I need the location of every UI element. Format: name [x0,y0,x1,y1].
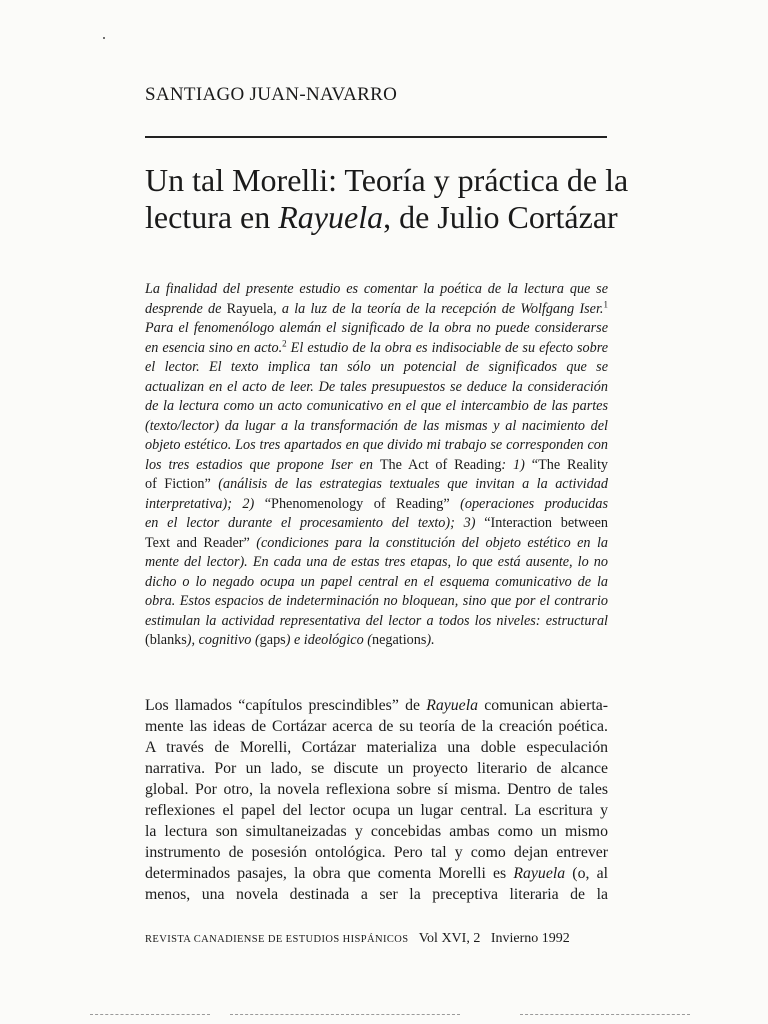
body-line: menos, una novela destinada a ser la preceptiva literaria de la [145,886,608,903]
abstract-line: los tres estadios que propone Iser en The Act of Reading: 1) “The Reality [145,456,609,473]
abstract-line: obra. Estos espacios de indeterminación no bloquean, sino que por el contrario [145,593,608,609]
footnote-ref-1: 1 [603,298,608,309]
journal-season: Invierno 1992 [490,931,570,946]
article-title [145,162,629,236]
abstract-line: en esencia sino en acto.$^2$ El estudio de la obra es indisociable de su efecto sobre [145,337,608,356]
footnote-ref-2: 2 [282,337,287,348]
body-line: reflexiones el papel del lector ocupa un lugar central. La escritura y [145,802,608,819]
abstract-line: de la lectura como un acto comunicativo en el que el intercambio de las partes [145,398,608,414]
body-line: instrumento de posesión ontológica. Pero tal y como dejan entrever [145,844,608,861]
title-line-2: lectura en Rayuela, de Julio Cortázar [145,199,618,235]
body-line: A través de Morelli, Cortázar materializa una doble especulación [145,739,608,756]
abstract-line: el lector. El texto implica tan sólo un potencial de significados que se [145,359,608,375]
scan-edge-mark [90,1014,210,1015]
abstract-line: Para el fenomenólogo alemán el significado de la obra no puede considerarse [145,320,608,336]
body-line: determinados pasajes, la obra que comenta Morelli es Rayuela (o, al [145,865,608,882]
body-line: Los llamados “capítulos prescindibles” de Rayuela comunican abierta- [145,697,608,714]
journal-name: REVISTA CANADIENSE DE ESTUDIOS HISPÁNICOS [145,934,409,945]
abstract-line: actualizan en el acto de leer. De tales presupuestos se deduce la consideración [145,378,608,395]
abstract-line: Text and Reader” (condiciones para la constitución del objeto estético en la [145,534,608,551]
abstract-line: en el lector durante el procesamiento del texto); 3) “Interaction between [145,515,608,531]
abstract-line: mente del lector). En cada una de estas tres etapas, lo que está ausente, lo no [145,554,608,570]
abstract-line: estimulan la actividad representativa del lector a todos los niveles: estructural [145,612,608,629]
abstract-line: of Fiction” (análisis de las estrategias textuales que invitan a la actividad [145,476,608,492]
author-name: SANTIAGO JUAN-NAVARRO [145,84,398,105]
abstract-line: desprende de Rayuela, a la luz de la teoría de la recepción de Wolfgang Iser.$^1$ [145,298,608,317]
abstract-line: (blanks), cognitivo (gaps) e ideológico (negations). [145,632,435,648]
scan-speck [103,37,105,39]
abstract-line: interpretativa); 2) “Phenomenology of Reading” (operaciones producidas [145,495,609,512]
abstract-line: dicho o lo negado ocupa un papel central en el esquema comunicativo de la [145,573,608,590]
body-line: global. Por otro, la novela reflexiona sobre sí misma. Dentro de tales [145,781,608,798]
body-line: narrativa. Por un lado, se discute un proyecto literario de alcance [145,760,608,777]
abstract-line: La finalidad del presente estudio es comentar la poética de la lectura que se [145,281,608,297]
body-line: la lectura son simultaneizadas y concebidas ambas como un mismo [145,823,608,840]
title-rule [145,136,607,138]
body-paragraph [145,695,608,905]
title-line-1: Un tal Morelli: Teoría y práctica de la [145,162,629,198]
abstract [145,280,608,651]
scan-edge-mark [520,1014,690,1015]
scan-edge-mark [230,1014,460,1015]
body-line: mente las ideas de Cortázar acerca de su teoría de la creación poética. [145,718,608,735]
abstract-line: objeto estético. Los tres apartados en que divido mi trabajo se corresponden con [145,437,608,453]
journal-volume: Vol XVI, 2 [418,931,481,946]
abstract-line: (texto/lector) da lugar a la transformación de las mismas y al nacimiento del [145,417,608,434]
journal-footer [145,931,570,947]
